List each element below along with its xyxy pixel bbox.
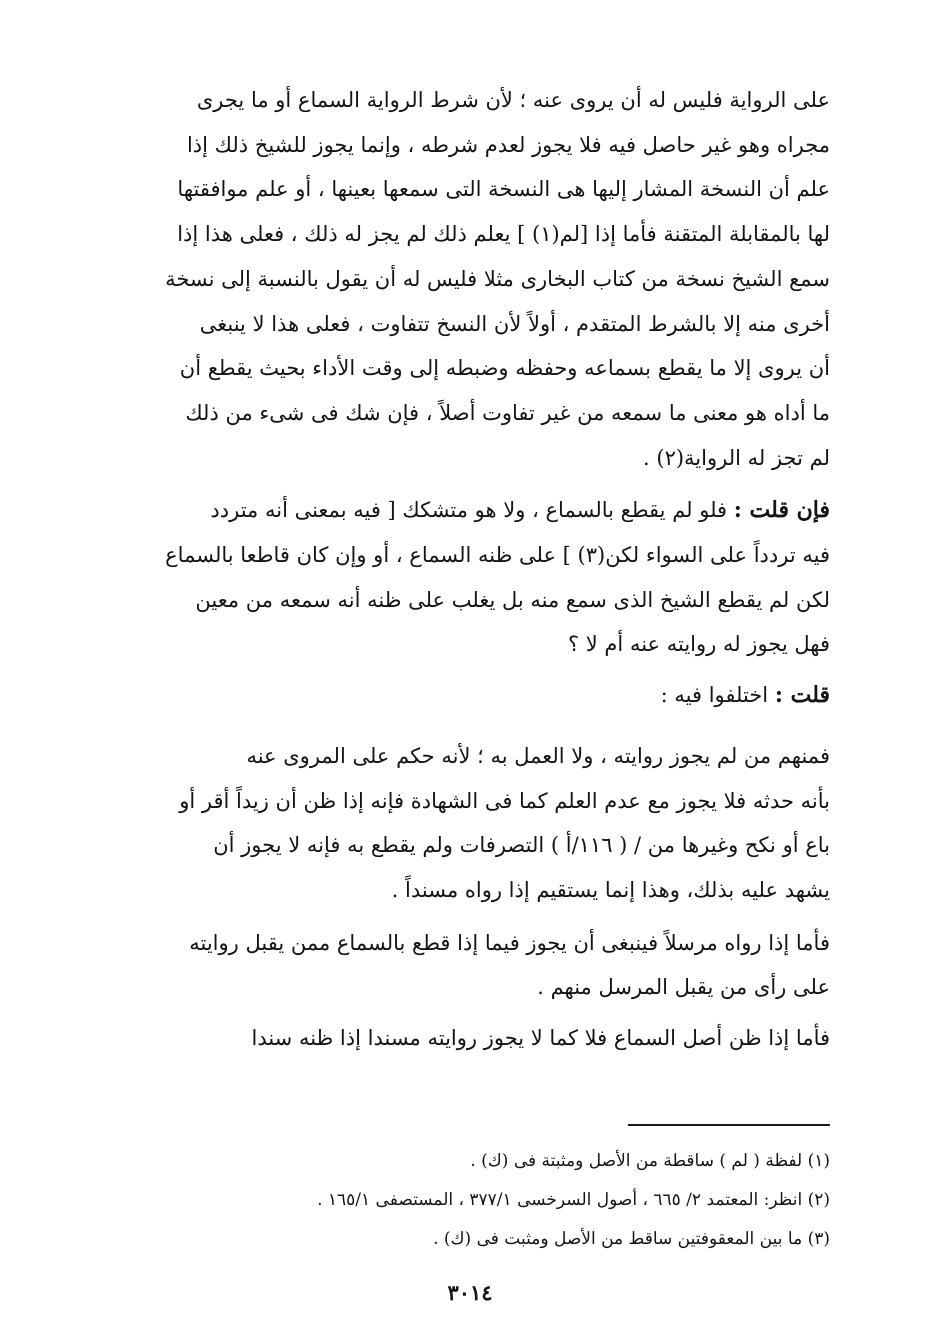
text-line: على رأى من يقبل المرسل منهم .	[537, 975, 830, 1000]
text-line: فهل يجوز له روايته عنه أم لا ؟	[567, 632, 830, 657]
paragraph-1	[118, 78, 830, 480]
text-line: لكن لم يقطع الشيخ الذى سمع منه بل يغلب على ظنه أنه سمعه من معين	[195, 587, 830, 612]
text-line	[118, 673, 830, 718]
footnote-3: (٣) ما بين المعقوفتين ساقط من الأصل ومثبت فى (ك) .	[433, 1229, 830, 1249]
lead-phrase: فإن قلت :	[733, 497, 830, 524]
footnote-2: (٢) انظر: المعتمد ٢/ ٦٦٥ ، أصول السرخسى ٣٧٧/١ ، المستصفى ١٦٥/١ .	[317, 1190, 830, 1210]
text-line: يشهد عليه بذلك، وهذا إنما يستقيم إذا رواه مسنداً .	[391, 877, 830, 902]
text-line: أن يروى إلا ما يقطع بسماعه وحفظه وضبطه إلى وقت الأداء بحيث يقطع أن	[179, 356, 830, 381]
paragraph-2	[118, 488, 830, 667]
footnote-1: (١) لفظة ( لم ) ساقطة من الأصل ومثبتة فى (ك) .	[470, 1151, 830, 1171]
text-line: مجراه وهو غير حاصل فيه فلا يجوز لعدم شرطه ، وإنما يجوز للشيخ ذلك إذا	[186, 132, 830, 157]
paragraph-4	[118, 734, 830, 913]
page-body	[118, 78, 830, 1061]
text-line: لم تجز له الرواية(٢) .	[643, 445, 830, 470]
footnotes	[118, 1142, 830, 1259]
text-line: فأما إذا ظن أصل السماع فلا كما لا يجوز روايته مسندا إذا ظنه سندا	[251, 1026, 830, 1051]
paragraph-5	[118, 921, 830, 1010]
text-line: باع أو نكح وغيرها من / ( ١١٦/أ ) التصرفات ولم يقطع به فإنه لا يجوز أن	[213, 833, 830, 858]
page-number: ٣٠١٤	[447, 1280, 493, 1305]
footnote-separator	[628, 1124, 830, 1126]
text-line: بأنه حدثه فلا يجوز مع عدم العلم كما فى الشهادة فإنه إذا ظن أن زيداً أقر أو	[179, 788, 830, 813]
paragraph-3	[118, 673, 830, 718]
text-run: فلو لم يقطع بالسماع ، ولا هو متشكك [ فيه بمعنى أنه متردد	[210, 498, 728, 523]
text-run: اختلفوا فيه :	[660, 683, 769, 708]
text-line: فيه تردداً على السواء لكن(٣) ] على ظنه السماع ، أو وإن كان قاطعا بالسماع	[165, 543, 830, 568]
lead-phrase: قلت :	[774, 682, 830, 709]
text-line: لها بالمقابلة المتقنة فأما إذا [لم(١) ] يعلم ذلك لم يجز له ذلك ، فعلى هذا إذا	[177, 222, 830, 247]
text-line: علم أن النسخة المشار إليها هى النسخة التى سمعها بعينها ، أو علم موافقتها	[177, 177, 830, 202]
text-line: فمنهم من لم يجوز روايته ، ولا العمل به ؛ لأنه حكم على المروى عنه	[246, 743, 830, 768]
text-line: ما أداه هو معنى ما سمعه من غير تفاوت أصلاً ، فإن شك فى شىء من ذلك	[185, 400, 830, 425]
text-line: سمع الشيخ نسخة من كتاب البخارى مثلا فليس له أن يقول بالنسبة إلى نسخة	[165, 266, 830, 291]
text-line: أخرى منه إلا بالشرط المتقدم ، أولاً لأن النسخ تتفاوت ، فعلى هذا لا ينبغى	[199, 311, 830, 336]
paragraph-6	[118, 1016, 830, 1061]
text-line: على الرواية فليس له أن يروى عنه ؛ لأن شرط الرواية السماع أو ما يجرى	[196, 88, 830, 112]
text-line	[118, 488, 830, 533]
text-line: فأما إذا رواه مرسلاً فينبغى أن يجوز فيما إذا قطع بالسماع ممن يقبل روايته	[189, 930, 830, 955]
